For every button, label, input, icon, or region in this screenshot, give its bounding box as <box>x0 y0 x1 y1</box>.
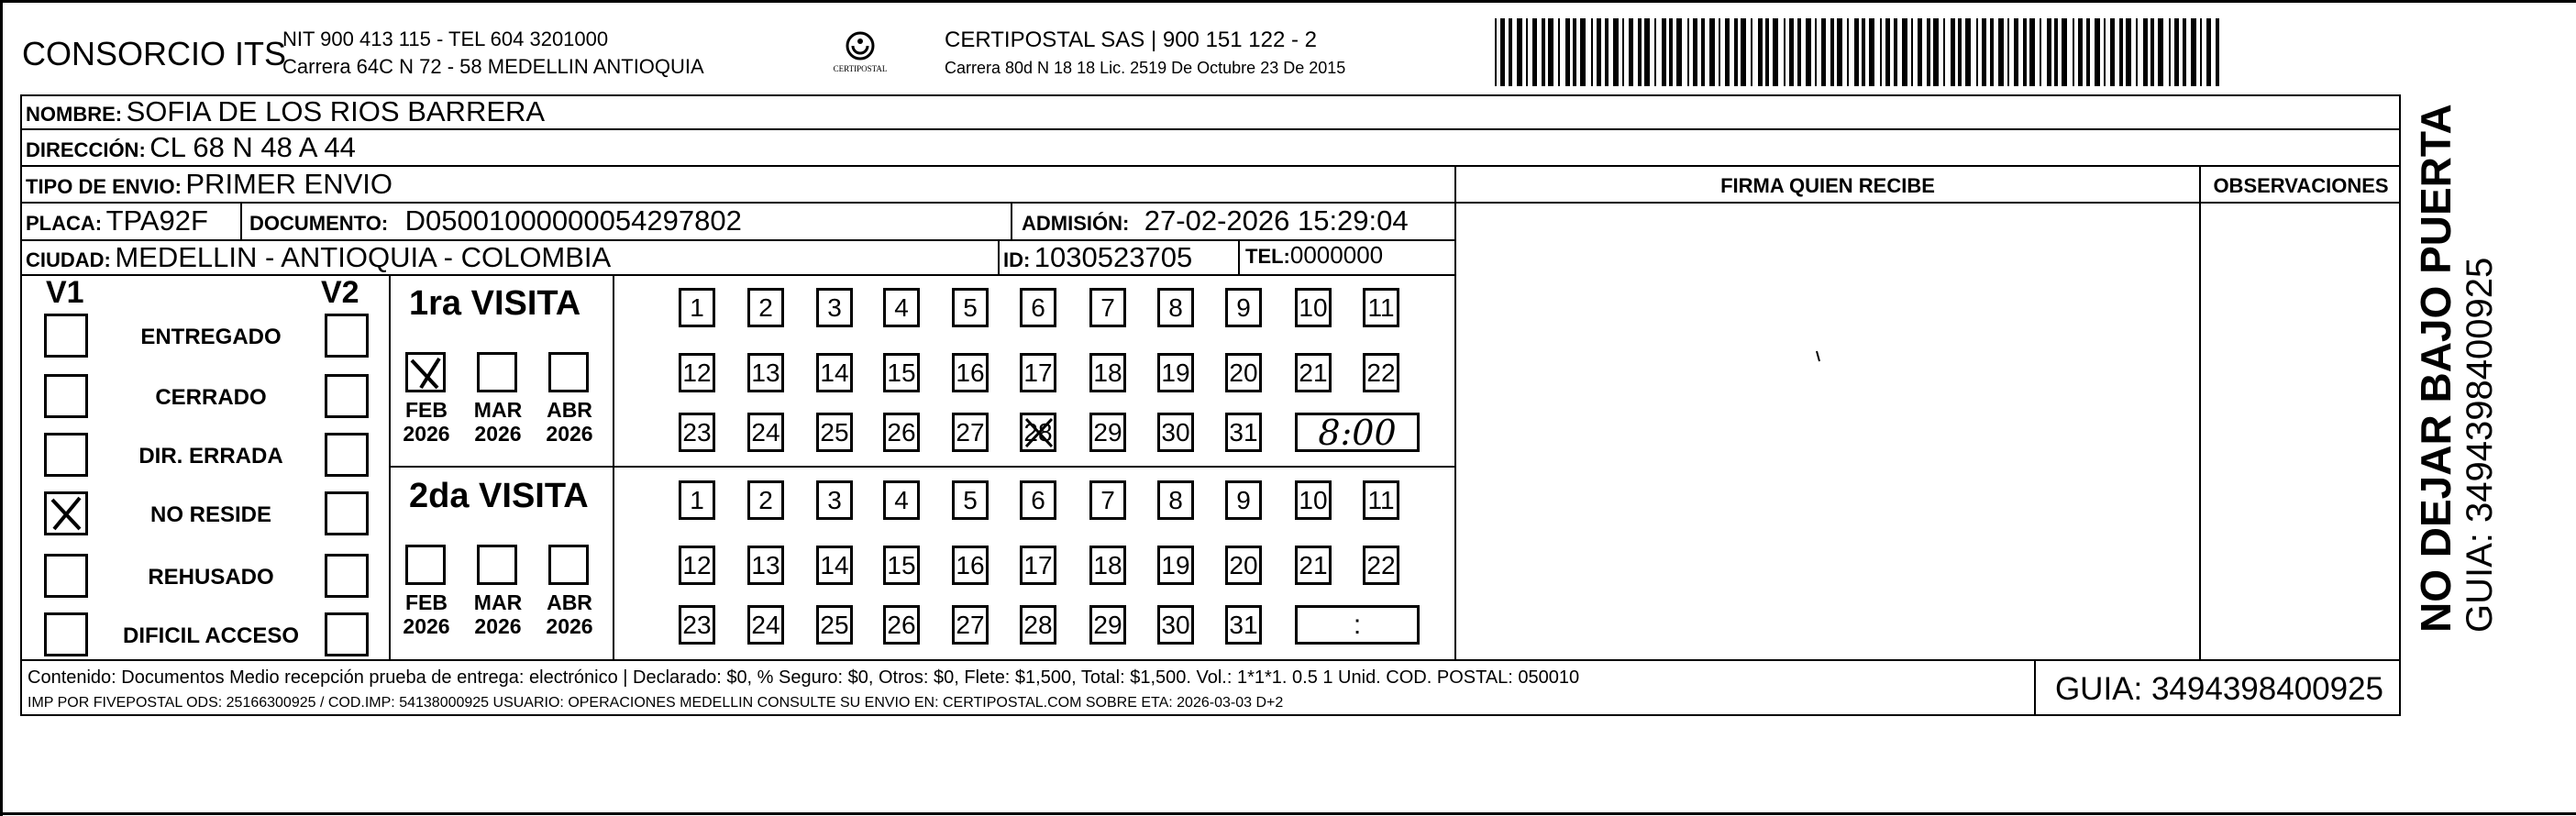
day-cell[interactable]: 3 <box>816 480 853 520</box>
side-guia: GUIA: 3494398400925 <box>2460 257 2500 633</box>
row-line <box>20 274 1456 276</box>
barcode-bar <box>2095 18 2100 86</box>
ciudad-label: CIUDAD: <box>26 248 111 271</box>
footer-guia: GUIA: 3494398400925 <box>2054 671 2384 707</box>
day-cell[interactable]: 27 <box>952 413 989 452</box>
day-cell[interactable]: 31 <box>1225 605 1262 645</box>
company-name: CONSORCIO ITS <box>22 35 287 72</box>
barcode-bar <box>2191 18 2196 86</box>
row-line <box>20 202 1456 204</box>
barcode-bar <box>2158 18 2163 86</box>
company-nit: NIT 900 413 115 - TEL 604 3201000 <box>282 28 609 50</box>
v2-checkbox[interactable] <box>325 554 369 598</box>
cross-mark-icon <box>1023 415 1056 457</box>
day-cell[interactable]: 18 <box>1089 546 1126 585</box>
barcode-bar <box>1869 18 1874 86</box>
v1-checkbox[interactable] <box>44 314 88 358</box>
day-cell[interactable]: 19 <box>1157 353 1194 392</box>
status-label: NO RESIDE <box>149 502 272 527</box>
col-line <box>1238 239 1240 274</box>
day-cell[interactable]: 7 <box>1089 480 1126 520</box>
footer-line-2: IMP POR FIVEPOSTAL ODS: 25166300925 / COD.IMP: 54138000925 USUARIO: OPERACIONES MEDELLIN CONSULTE SU ENVIO EN: CERTIPOSTAL.COM SOBRE ETA: 2026-03-03 D+2 <box>28 695 1284 711</box>
direccion-label: DIRECCIÓN: <box>26 138 146 161</box>
barcode-bar <box>1806 18 1811 86</box>
barcode-bar <box>1958 18 1962 86</box>
nombre-row <box>26 95 545 128</box>
day-cell[interactable]: 28 <box>1020 605 1056 645</box>
day-cell[interactable]: 5 <box>952 288 989 327</box>
col-line <box>1011 202 1012 239</box>
barcode-bar <box>1741 18 1746 86</box>
row-line <box>389 466 1454 468</box>
v1-checkbox[interactable] <box>44 374 88 418</box>
v1-checkbox[interactable] <box>44 612 88 656</box>
barcode-bar <box>2047 18 2051 86</box>
day-cell[interactable]: 7 <box>1089 288 1126 327</box>
month-checkbox[interactable] <box>477 352 517 392</box>
barcode-bar <box>1862 18 1865 86</box>
barcode-bar <box>1565 18 1570 86</box>
day-cell[interactable]: 2 <box>747 288 784 327</box>
barcode-bar <box>1982 18 1986 86</box>
day-cell[interactable]: 15 <box>883 353 920 392</box>
day-cell[interactable]: 20 <box>1225 353 1262 392</box>
barcode-bar <box>1976 18 1978 86</box>
barcode-bar <box>1526 18 1528 86</box>
tel-value: 0000000 <box>1289 241 1384 269</box>
barcode-bar <box>1548 18 1553 86</box>
barcode-bar <box>2216 18 2219 86</box>
month-label: ABR 2026 <box>546 590 593 638</box>
placa-value: TPA92F <box>105 204 208 237</box>
barcode <box>1495 18 2228 86</box>
nombre-value: SOFIA DE LOS RIOS BARRERA <box>126 95 546 127</box>
barcode-bar <box>2126 18 2131 86</box>
month-checkbox[interactable] <box>548 545 589 585</box>
x-mark-icon <box>408 355 445 391</box>
day-cell[interactable]: 4 <box>883 480 920 520</box>
barcode-bar <box>1784 18 1786 86</box>
barcode-bar <box>1629 18 1633 86</box>
day-cell[interactable]: 2 <box>747 480 784 520</box>
day-cell[interactable]: 11 <box>1363 288 1399 327</box>
bottom-edge <box>0 812 2576 815</box>
barcode-bar <box>1815 18 1817 86</box>
month-checkbox[interactable] <box>477 545 517 585</box>
barcode-bar <box>2086 18 2090 86</box>
nombre-label: NOMBRE: <box>26 103 123 126</box>
day-cell[interactable]: 13 <box>747 546 784 585</box>
observaciones-header: OBSERVACIONES <box>2213 174 2389 197</box>
barcode-bar <box>1532 18 1537 86</box>
day-cell[interactable]: 6 <box>1020 480 1056 520</box>
day-cell[interactable]: 13 <box>747 353 784 392</box>
barcode-bar <box>1894 18 1897 86</box>
day-cell[interactable]: 24 <box>747 605 784 645</box>
v1-checkbox[interactable] <box>44 433 88 477</box>
day-cell[interactable]: 24 <box>747 413 784 452</box>
v1-checkbox[interactable] <box>44 554 88 598</box>
day-cell[interactable]: 26 <box>883 605 920 645</box>
month-label: MAR 2026 <box>473 590 523 638</box>
barcode-bar <box>2174 18 2179 86</box>
tipo-row <box>26 168 392 201</box>
day-cell[interactable]: 26 <box>883 413 920 452</box>
day-cell[interactable]: 8 <box>1157 480 1194 520</box>
footer-line-1: Contenido: Documentos Medio recepción prueba de entrega: electrónico | Declarado: $0, % Seguro: $0, Otros: $0, Flete: $1,500, Total: $1,500. Vol.: 1*1*1. 0.5 1 Unid. COD. POSTAL: 050010 <box>28 667 1580 688</box>
tel-cell <box>1245 241 1383 270</box>
id-label: ID: <box>1003 248 1031 271</box>
barcode-bar <box>1797 18 1801 86</box>
barcode-bar <box>1701 18 1705 86</box>
barcode-bar <box>1990 18 1994 86</box>
barcode-bar <box>1676 18 1682 86</box>
day-cell[interactable]: 23 <box>679 413 715 452</box>
admision-cell <box>1022 204 1409 237</box>
day-cell[interactable]: 8 <box>1157 288 1194 327</box>
barcode-bar <box>1693 18 1697 86</box>
day-cell[interactable]: 30 <box>1157 413 1194 452</box>
day-cell[interactable]: 15 <box>883 546 920 585</box>
barcode-bar <box>1662 18 1666 86</box>
barcode-bar <box>1918 18 1922 86</box>
barcode-bar <box>1613 18 1619 86</box>
barcode-bar <box>1911 18 1913 86</box>
day-cell[interactable]: 10 <box>1295 480 1332 520</box>
day-cell[interactable]: 5 <box>952 480 989 520</box>
day-cell[interactable]: 30 <box>1157 605 1194 645</box>
day-cell[interactable]: 25 <box>816 605 853 645</box>
day-cell[interactable]: 25 <box>816 413 853 452</box>
barcode-bar <box>1951 18 1955 86</box>
day-cell[interactable]: 21 <box>1295 353 1332 392</box>
barcode-bar <box>1591 18 1593 86</box>
day-cell[interactable]: 23 <box>679 605 715 645</box>
col-line <box>2199 165 2201 659</box>
direccion-value: CL 68 N 48 A 44 <box>149 131 356 163</box>
month-checkbox[interactable] <box>405 352 446 392</box>
firma-header: FIRMA QUIEN RECIBE <box>1720 174 1935 197</box>
barcode-bar <box>2014 18 2018 86</box>
barcode-bar <box>1821 18 1826 86</box>
placa-cell <box>26 204 208 237</box>
day-cell[interactable]: 9 <box>1225 480 1262 520</box>
barcode-bar <box>1500 18 1505 86</box>
documento-label: DOCUMENTO: <box>249 212 389 235</box>
tipo-label: TIPO DE ENVIO: <box>26 175 182 198</box>
tel-label: TEL: <box>1245 245 1290 268</box>
barcode-bar <box>2200 18 2202 86</box>
day-cell[interactable]: 17 <box>1020 546 1056 585</box>
barcode-bar <box>2054 18 2058 86</box>
v1-label: V1 <box>46 275 84 310</box>
barcode-bar <box>1580 18 1586 86</box>
day-cell[interactable]: 14 <box>816 353 853 392</box>
barcode-bar <box>2119 18 2123 86</box>
visit-2-title: 2da VISITA <box>409 477 589 515</box>
barcode-bar <box>1854 18 1859 86</box>
barcode-bar <box>1751 18 1752 86</box>
status-label: DIR. ERRADA <box>138 444 283 469</box>
ciudad-cell <box>26 241 611 274</box>
day-cell[interactable]: 29 <box>1089 413 1126 452</box>
day-cell[interactable]: 22 <box>1363 546 1399 585</box>
no-dejar-bajo-puerta: NO DEJAR BAJO PUERTA <box>2412 104 2460 633</box>
x-mark-icon <box>47 494 85 533</box>
barcode-bar <box>1789 18 1794 86</box>
month-label: FEB 2026 <box>403 398 450 446</box>
barcode-bar <box>2104 18 2106 86</box>
direccion-row <box>26 131 356 164</box>
barcode-bar <box>2183 18 2186 86</box>
barcode-bar <box>1542 18 1545 86</box>
top-edge <box>0 0 2576 3</box>
barcode-bar <box>1880 18 1882 86</box>
certipostal-logo <box>824 28 897 83</box>
status-label: CERRADO <box>155 385 267 410</box>
barcode-bar <box>2007 18 2009 86</box>
barcode-bar <box>2029 18 2035 86</box>
barcode-bar <box>1773 18 1778 86</box>
barcode-bar <box>1998 18 2004 86</box>
barcode-bar <box>2040 18 2041 86</box>
day-cell[interactable]: 19 <box>1157 546 1194 585</box>
col-line <box>2034 659 2036 716</box>
barcode-bar <box>1933 18 1939 86</box>
admision-value: 27-02-2026 15:29:04 <box>1144 204 1409 237</box>
barcode-bar <box>2136 18 2138 86</box>
day-cell[interactable]: 22 <box>1363 353 1399 392</box>
tipo-value: PRIMER ENVIO <box>185 168 393 200</box>
barcode-bar <box>1495 18 1497 86</box>
month-label: ABR 2026 <box>546 398 593 446</box>
side-text <box>2412 83 2500 633</box>
row-line <box>20 128 2401 130</box>
barcode-bar <box>1847 18 1849 86</box>
month-label: FEB 2026 <box>403 590 450 638</box>
barcode-bar <box>1719 18 1720 86</box>
barcode-bar <box>1837 18 1842 86</box>
barcode-bar <box>1927 18 1930 86</box>
day-cell[interactable]: 11 <box>1363 480 1399 520</box>
day-cell[interactable]: 21 <box>1295 546 1332 585</box>
barcode-bar <box>1509 18 1512 86</box>
barcode-bar <box>1758 18 1763 86</box>
barcode-bar <box>1943 18 1945 86</box>
ciudad-value: MEDELLIN - ANTIOQUIA - COLOMBIA <box>115 241 612 273</box>
month-label: MAR 2026 <box>473 398 523 446</box>
barcode-bar <box>1830 18 1834 86</box>
col-line <box>240 202 242 239</box>
v2-checkbox[interactable] <box>325 314 369 358</box>
row-line <box>1456 202 2401 204</box>
barcode-bar <box>1765 18 1769 86</box>
v2-label: V2 <box>321 275 359 310</box>
month-checkbox[interactable] <box>548 352 589 392</box>
day-cell[interactable]: 16 <box>952 546 989 585</box>
day-cell[interactable]: 17 <box>1020 353 1056 392</box>
day-cell[interactable]: 10 <box>1295 288 1332 327</box>
left-edge <box>0 0 3 816</box>
barcode-bar <box>1622 18 1624 86</box>
month-checkbox[interactable] <box>405 545 446 585</box>
day-cell[interactable]: 27 <box>952 605 989 645</box>
v2-checkbox[interactable] <box>325 612 369 656</box>
barcode-bar <box>2023 18 2027 86</box>
barcode-bar <box>1709 18 1715 86</box>
day-cell[interactable]: 18 <box>1089 353 1126 392</box>
day-cell[interactable]: 29 <box>1089 605 1126 645</box>
barcode-bar <box>1517 18 1522 86</box>
barcode-bar <box>1605 18 1609 86</box>
day-cell[interactable]: 16 <box>952 353 989 392</box>
day-cell[interactable]: 3 <box>816 288 853 327</box>
day-cell[interactable]: 9 <box>1225 288 1262 327</box>
day-cell[interactable]: 4 <box>883 288 920 327</box>
barcode-bar <box>1734 18 1738 86</box>
v2-checkbox[interactable] <box>325 433 369 477</box>
courier-address: Carrera 80d N 18 18 Lic. 2519 De Octubre 23 De 2015 <box>945 59 1346 77</box>
day-cell[interactable]: 14 <box>816 546 853 585</box>
v2-checkbox[interactable] <box>325 491 369 535</box>
barcode-bar <box>1597 18 1601 86</box>
admision-label: ADMISIÓN: <box>1022 212 1130 235</box>
barcode-bar <box>1573 18 1576 86</box>
v1-checkbox[interactable] <box>44 491 88 535</box>
barcode-bar <box>2150 18 2154 86</box>
barcode-bar <box>2143 18 2148 86</box>
col-line <box>998 239 1000 274</box>
id-cell <box>1003 241 1192 274</box>
company-address: Carrera 64C N 72 - 58 MEDELLIN ANTIOQUIA <box>282 55 704 78</box>
barcode-bar <box>1638 18 1642 86</box>
row-line <box>20 165 2401 167</box>
visit-time-box[interactable]: : <box>1295 605 1420 645</box>
barcode-bar <box>2169 18 2171 86</box>
visit-1-title: 1ra VISITA <box>409 284 581 323</box>
col-line <box>1454 165 1456 659</box>
id-value: 1030523705 <box>1034 241 1193 273</box>
documento-value: D05001000000054297802 <box>404 204 742 237</box>
v2-checkbox[interactable] <box>325 374 369 418</box>
status-label: DIFICIL ACCESO <box>122 623 299 648</box>
day-cell[interactable]: 12 <box>679 353 715 392</box>
status-label: ENTREGADO <box>140 325 282 349</box>
visit-time-box[interactable]: 8:00 <box>1295 413 1420 452</box>
logo-text: CERTIPOSTAL <box>833 64 888 73</box>
barcode-bar <box>1654 18 1656 86</box>
barcode-bar <box>1669 18 1673 86</box>
day-cell[interactable]: 6 <box>1020 288 1056 327</box>
barcode-bar <box>1687 18 1689 86</box>
row-line <box>20 659 2401 661</box>
courier-name: CERTIPOSTAL SAS | 900 151 122 - 2 <box>945 28 1317 52</box>
day-cell[interactable]: 12 <box>679 546 715 585</box>
barcode-bar <box>1558 18 1560 86</box>
barcode-bar <box>1965 18 1971 86</box>
day-cell[interactable]: 20 <box>1225 546 1262 585</box>
day-cell[interactable]: 1 <box>679 480 715 520</box>
barcode-bar <box>2073 18 2074 86</box>
barcode-bar <box>2062 18 2067 86</box>
barcode-bar <box>2078 18 2083 86</box>
day-cell[interactable]: 28 <box>1020 413 1056 452</box>
barcode-bar <box>2110 18 2115 86</box>
barcode-bar <box>1644 18 1650 86</box>
barcode-bar <box>1885 18 1890 86</box>
day-cell[interactable]: 31 <box>1225 413 1262 452</box>
signature-mark <box>1816 350 1819 361</box>
status-label: REHUSADO <box>148 565 274 590</box>
barcode-bar <box>1902 18 1907 86</box>
documento-cell <box>249 204 742 237</box>
day-cell[interactable]: 1 <box>679 288 715 327</box>
barcode-bar <box>2206 18 2211 86</box>
placa-label: PLACA: <box>26 212 103 235</box>
barcode-bar <box>1725 18 1730 86</box>
